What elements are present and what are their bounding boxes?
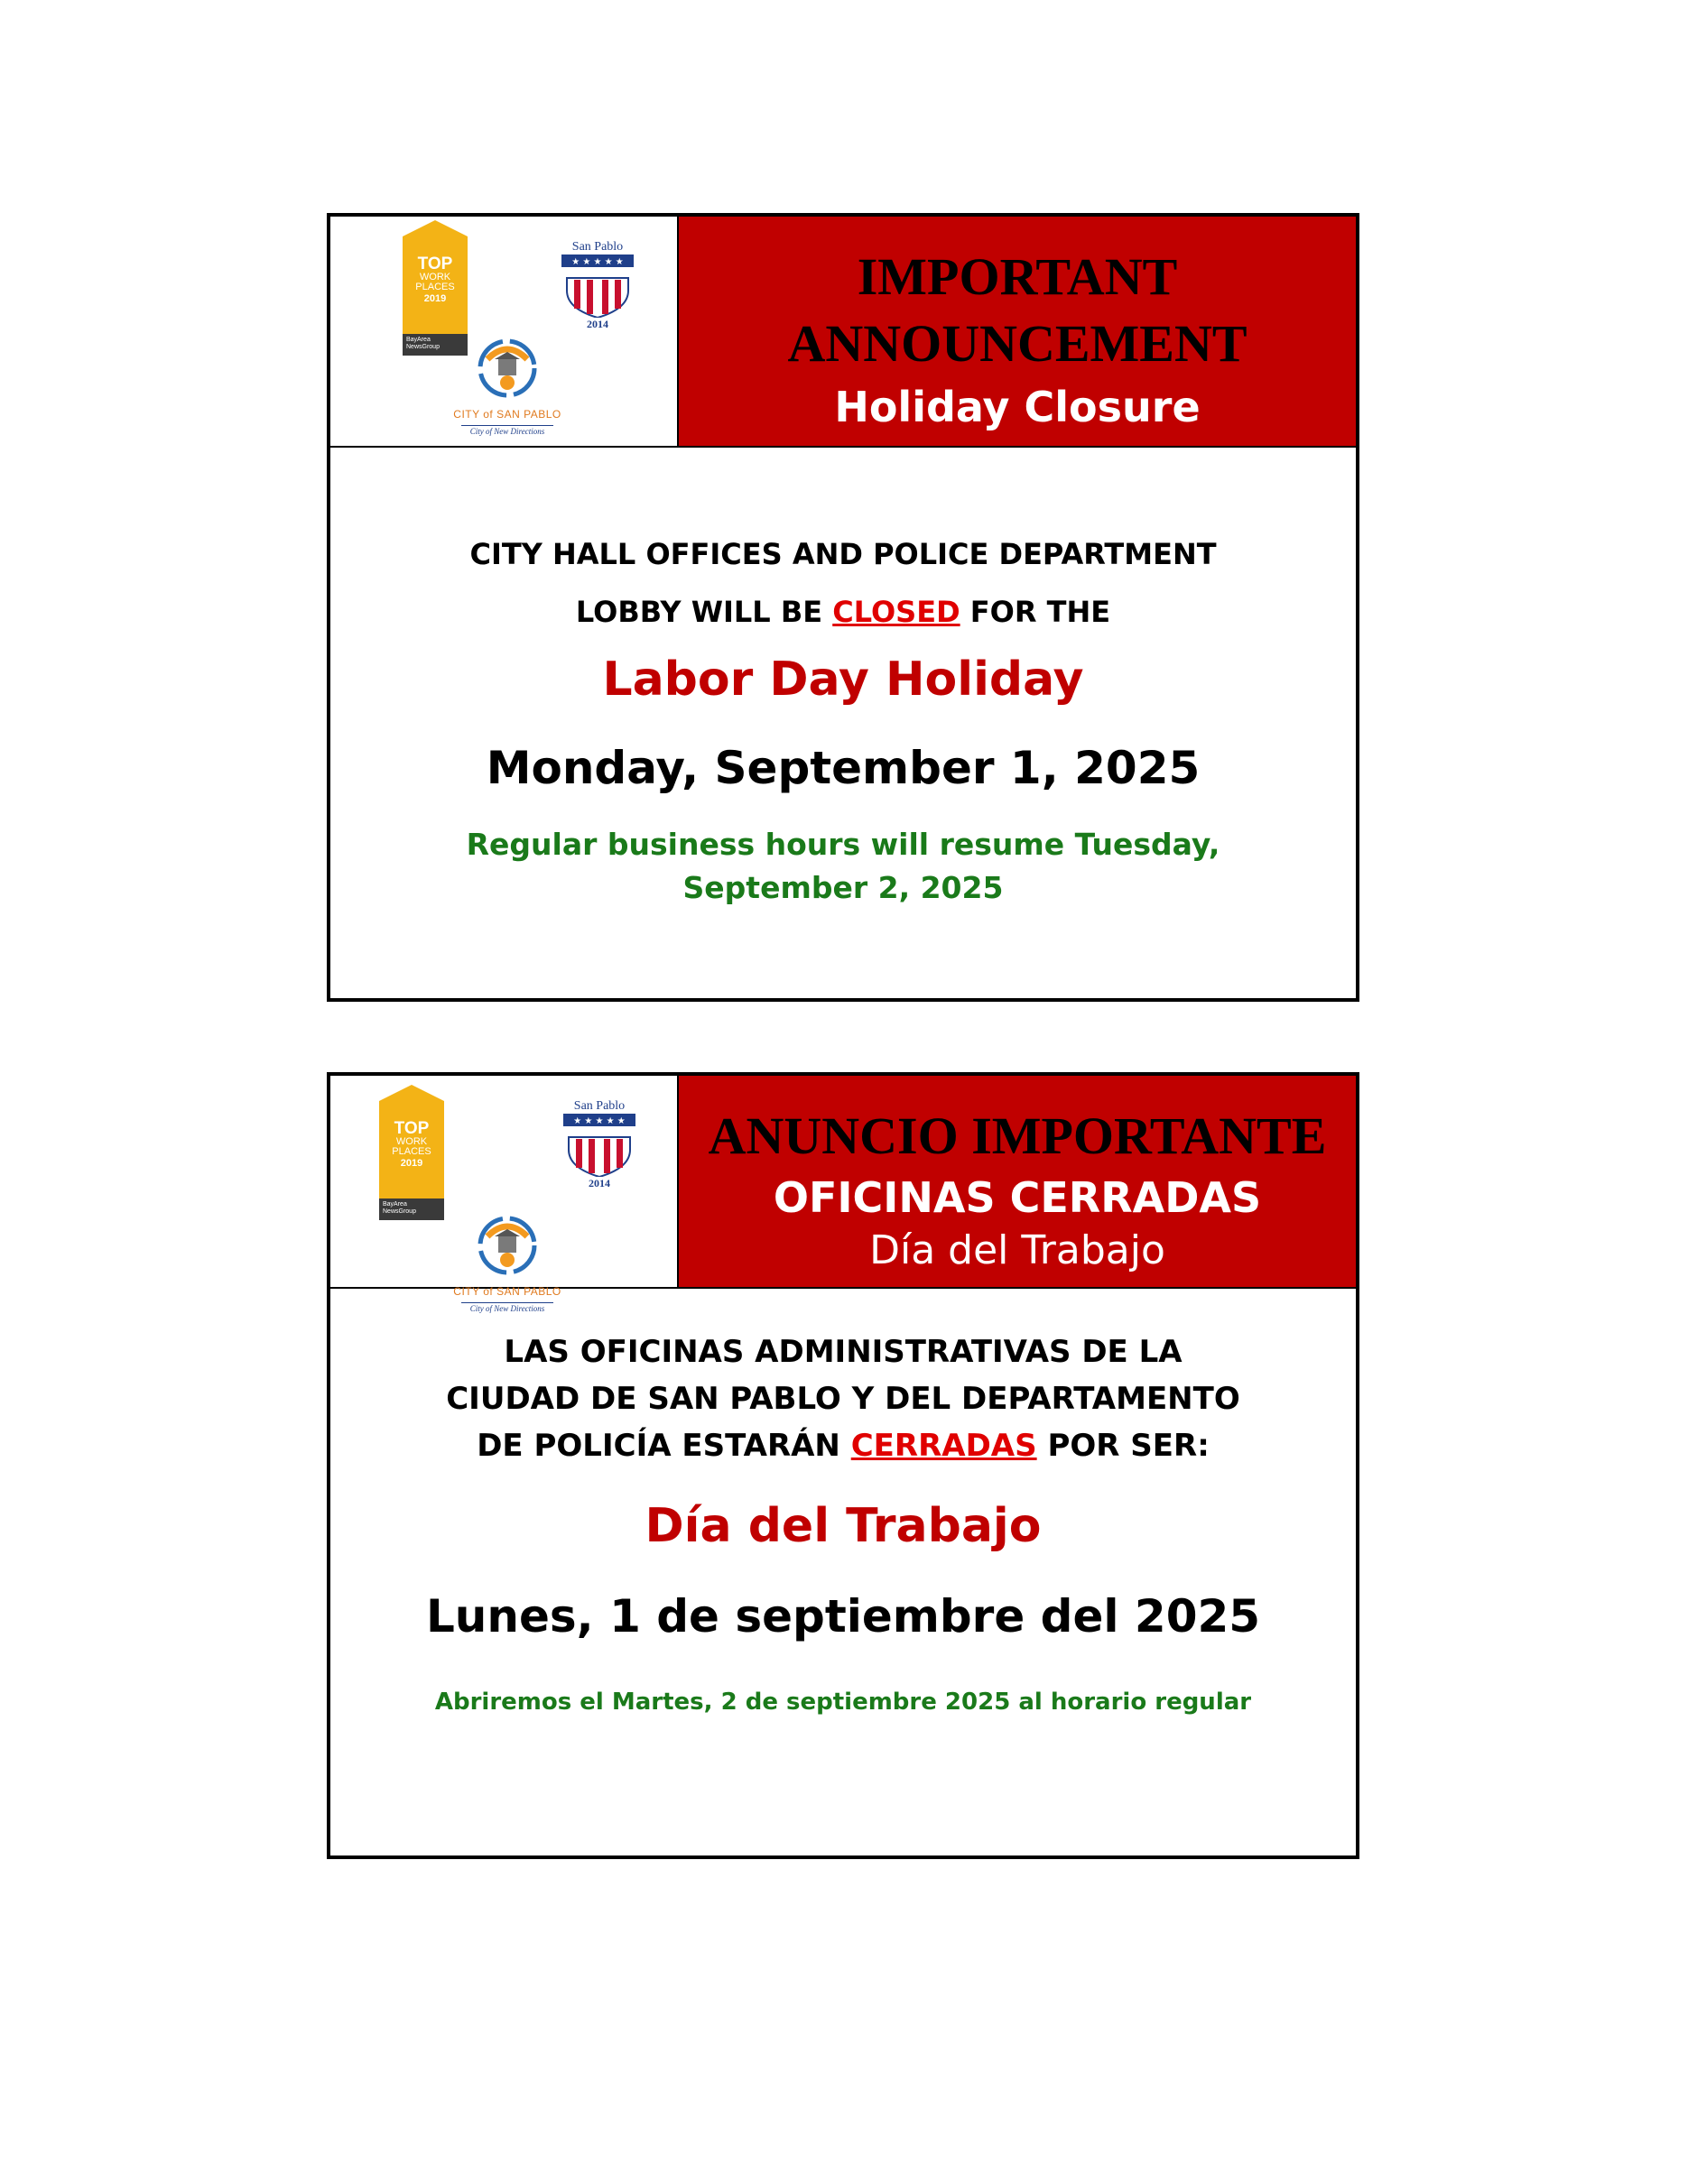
header-title-line1: ANUNCIO IMPORTANTE: [708, 1106, 1327, 1165]
header-subtitle: Holiday Closure: [834, 383, 1201, 431]
aac-city-name: San Pablo: [573, 1099, 626, 1113]
places-label: PLACES: [392, 1146, 431, 1157]
city-of-san-pablo-logo: [444, 1209, 570, 1315]
holiday-name: Día del Trabajo: [645, 1499, 1042, 1553]
holiday-date: Lunes, 1 de septiembre del 2025: [425, 1590, 1261, 1643]
logo-panel: [330, 217, 679, 446]
sponsor-label: BayArea NewsGroup: [379, 1198, 444, 1220]
resume-line2: September 2, 2025: [682, 870, 1004, 905]
closure-line1: CITY HALL OFFICES AND POLICE DEPARTMENT: [469, 537, 1217, 571]
places-label: PLACES: [415, 282, 455, 292]
closure-line2-suffix: FOR THE: [960, 595, 1111, 629]
city-of-san-pablo-logo: [444, 332, 570, 438]
card-header: [330, 1076, 1356, 1313]
closure-line2: CIUDAD DE SAN PABLO Y DEL DEPARTAMENTO: [446, 1381, 1240, 1417]
city-name-label: CITY of SAN PABLO: [453, 1285, 561, 1298]
closed-emphasis: CLOSED: [832, 595, 960, 629]
award-year: 2019: [423, 293, 447, 304]
header-title-line1: IMPORTANT: [857, 247, 1178, 306]
svg-text:★ ★ ★ ★ ★: ★ ★ ★ ★ ★: [573, 1116, 626, 1126]
header-subtitle-line1: OFICINAS CERRADAS: [773, 1173, 1262, 1222]
logo-panel: [330, 1076, 679, 1313]
announcement-card-english: [327, 213, 1359, 1002]
city-tagline: City of New Directions: [461, 1302, 553, 1314]
closure-line3-prefix: DE POLICÍA ESTARÁN: [477, 1428, 851, 1464]
announcement-card-spanish: [327, 1072, 1359, 1859]
resume-line1: Regular business hours will resume Tuesday,: [466, 827, 1220, 862]
closed-emphasis: CERRADAS: [850, 1428, 1037, 1464]
city-tagline: City of New Directions: [461, 425, 553, 437]
all-america-city-logo: [556, 1099, 643, 1189]
holiday-name: Labor Day Holiday: [602, 652, 1084, 707]
city-emblem-icon: [471, 332, 543, 404]
closure-line3-suffix: POR SER:: [1036, 1428, 1210, 1464]
aac-city-name: San Pablo: [571, 240, 624, 254]
aac-year: 2014: [589, 1177, 610, 1189]
resume-notice: [330, 823, 1356, 910]
resume-notice: Abriremos el Martes, 2 de septiembre 2025 al horario regular: [434, 1689, 1252, 1716]
top-work-places-logo: [379, 1101, 444, 1220]
city-emblem-icon: [471, 1209, 543, 1282]
header-red-banner: [679, 1076, 1356, 1287]
closure-line3: [330, 1422, 1356, 1469]
holiday-date: Monday, September 1, 2025: [486, 742, 1201, 794]
city-name-label: CITY of SAN PABLO: [453, 408, 561, 421]
sponsor-label: BayArea NewsGroup: [403, 334, 468, 356]
top-work-label: TOP: [394, 1119, 430, 1138]
aac-shield-icon: [560, 254, 635, 318]
closure-line1: LAS OFICINAS ADMINISTRATIVAS DE LA: [504, 1334, 1183, 1370]
aac-shield-icon: [561, 1114, 637, 1177]
closure-line2: [330, 592, 1356, 632]
all-america-city-logo: [554, 240, 641, 330]
svg-text:★ ★ ★ ★ ★: ★ ★ ★ ★ ★: [571, 257, 624, 267]
closure-notice: [330, 1328, 1356, 1469]
card-header: [330, 217, 1356, 448]
work-label: WORK: [395, 1136, 428, 1147]
closure-notice: [330, 534, 1356, 632]
header-subtitle-line2: Día del Trabajo: [869, 1227, 1165, 1273]
closure-line2-prefix: LOBBY WILL BE: [575, 595, 833, 629]
header-title-line2: ANNOUNCEMENT: [787, 314, 1247, 373]
aac-year: 2014: [587, 318, 608, 330]
work-label: WORK: [419, 272, 451, 282]
header-red-banner: [679, 217, 1356, 446]
award-year: 2019: [400, 1158, 423, 1169]
top-work-label: TOP: [417, 254, 453, 273]
